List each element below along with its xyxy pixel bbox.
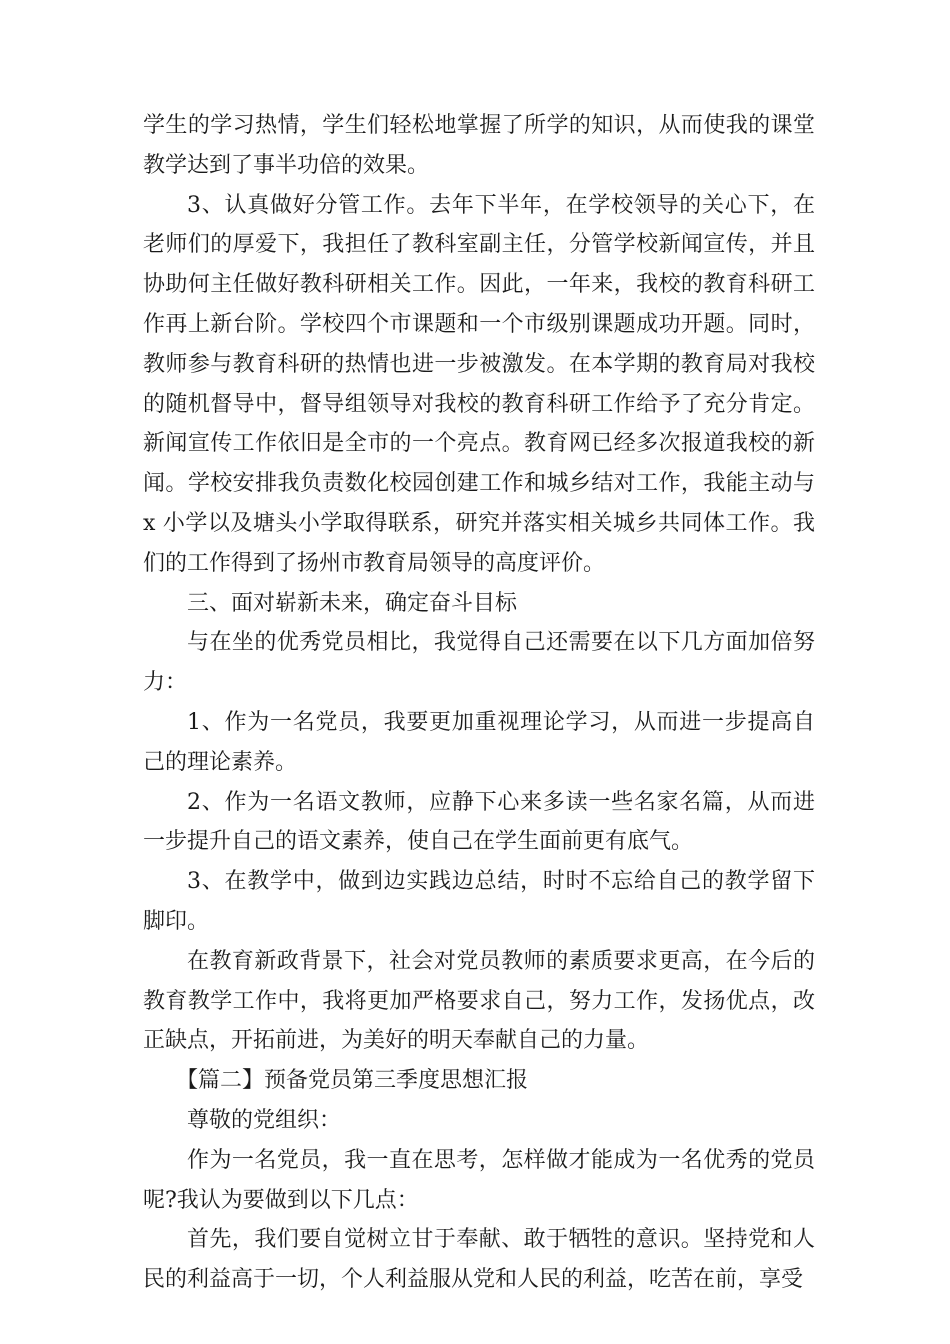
paragraph-goal-1: 1、作为一名党员，我要更加重视理论学习，从而进一步提高自己的理论素养。	[143, 709, 815, 775]
paragraph-goal-3: 3、在教学中，做到边实践边总结，时时不忘给自己的教学留下脚印。	[143, 869, 815, 934]
salutation: 尊敬的党组织：	[187, 1107, 342, 1133]
paragraph-goal-2: 2、作为一名语文教师，应静下心来多读一些名家名篇，从而进一步提升自己的语文素养，使自己在学生面前更有底气。	[143, 789, 815, 855]
paragraph-continuation: 学生的学习热情，学生们轻松地掌握了所学的知识，从而使我的课堂教学达到了事半功倍的效果。	[143, 113, 815, 178]
paragraph-item-3-management: 3、认真做好分管工作。去年下半年，在学校领导的关心下，在老师们的厚爱下，我担任了教科室副主任，分管学校新闻宣传，并且协助何主任做好教科研相关工作。因此，一年来，我校的教育科研工作再上新台阶。学校四个市课题和一个市级别课题成功开题。同时，教师参与教育科研的热情也进一步被激发。在本学期的教育局对我校的随机督导中，督导组领导对我校的教育科研工作给予了充分肯定。新闻宣传工作依旧是全市的一个亮点。教育网已经多次报道我校的新闻。学校安排我负责数化校园创建工作和城乡结对工作，我能主动与 x 小学以及塘头小学取得联系，研究并落实相关城乡共同体工作。我们的工作得到了扬州市教育局领导的高度评价。	[143, 192, 815, 576]
paragraph-intro-goals: 与在坐的优秀党员相比，我觉得自己还需要在以下几方面加倍努力：	[143, 630, 815, 696]
article-two-title: 【篇二】预备党员第三季度思想汇报	[176, 1068, 529, 1094]
paragraph-question: 作为一名党员，我一直在思考，怎样做才能成为一名优秀的党员呢?我认为要做到以下几点：	[143, 1147, 815, 1213]
document-body	[143, 106, 815, 1300]
paragraph-first-point: 首先，我们要自觉树立甘于奉献、敢于牺牲的意识。坚持党和人民的利益高于一切，个人利益服从党和人民的利益，吃苦在前，享受	[143, 1227, 815, 1293]
section-heading-three: 三、面对崭新未来，确定奋斗目标	[187, 590, 518, 616]
paragraph-conclusion: 在教育新政背景下，社会对党员教师的素质要求更高，在今后的教育教学工作中，我将更加严格要求自己，努力工作，发扬优点，改正缺点，开拓前进，为美好的明天奉献自己的力量。	[143, 948, 815, 1054]
